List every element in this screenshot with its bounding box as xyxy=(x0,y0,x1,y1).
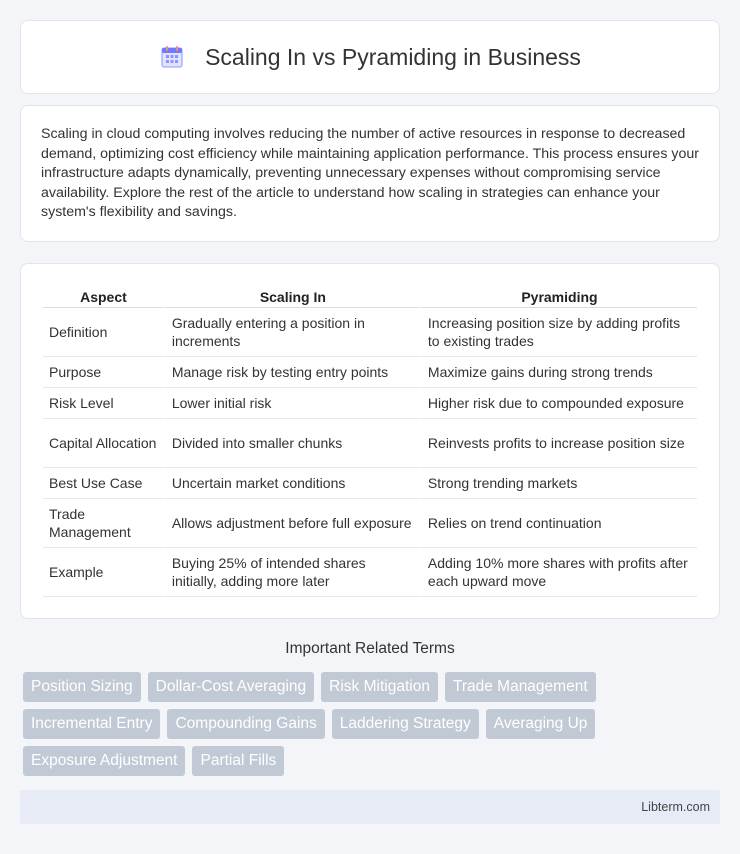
column-header-pyramiding: Pyramiding xyxy=(420,286,697,308)
table-cell-pyramiding: Strong trending markets xyxy=(420,468,697,499)
table-cell-pyramiding: Adding 10% more shares with profits after each upward move xyxy=(420,548,697,597)
tag-row xyxy=(23,746,723,776)
table-cell-aspect: Risk Level xyxy=(43,388,164,419)
table-cell-pyramiding: Reinvests profits to increase position size xyxy=(420,419,697,468)
table-row xyxy=(43,548,697,597)
table-cell-pyramiding: Maximize gains during strong trends xyxy=(420,357,697,388)
comparison-table xyxy=(43,286,697,597)
table-cell-aspect: Best Use Case xyxy=(43,468,164,499)
table-cell-scaling-in: Allows adjustment before full exposure xyxy=(164,499,420,548)
intro-paragraph: Scaling in cloud computing involves reducing the number of active resources in response to decreased demand, optimizing cost efficiency while maintaining application performance. This process ensures your infrastructure adapts dynamically, preventing unnecessary expenses without compromising service availability. Explore the rest of the article to understand how scaling in strategies can enhance your system's flexibility and savings. xyxy=(41,126,699,220)
table-row xyxy=(43,388,697,419)
tag-laddering-strategy[interactable]: Laddering Strategy xyxy=(332,709,479,739)
table-row xyxy=(43,468,697,499)
column-header-aspect: Aspect xyxy=(43,286,164,308)
table-row xyxy=(43,419,697,468)
tag-averaging-up[interactable]: Averaging Up xyxy=(486,709,596,739)
table-cell-scaling-in: Lower initial risk xyxy=(164,388,420,419)
table-row xyxy=(43,357,697,388)
intro-card xyxy=(20,105,720,242)
tag-position-sizing[interactable]: Position Sizing xyxy=(23,672,141,702)
tag-trade-management[interactable]: Trade Management xyxy=(445,672,596,702)
footer-site-link[interactable]: Libterm.com xyxy=(641,800,710,814)
table-cell-scaling-in: Gradually entering a position in increments xyxy=(164,308,420,357)
table-cell-pyramiding: Increasing position size by adding profits to existing trades xyxy=(420,308,697,357)
tag-dollar-cost-averaging[interactable]: Dollar-Cost Averaging xyxy=(148,672,314,702)
tag-row xyxy=(23,672,723,702)
column-header-scaling-in: Scaling In xyxy=(164,286,420,308)
table-cell-pyramiding: Relies on trend continuation xyxy=(420,499,697,548)
tag-incremental-entry[interactable]: Incremental Entry xyxy=(23,709,160,739)
related-terms-title: Important Related Terms xyxy=(285,640,455,657)
footer xyxy=(20,790,720,824)
related-terms-list xyxy=(23,672,723,783)
table-cell-scaling-in: Uncertain market conditions xyxy=(164,468,420,499)
table-cell-aspect: Example xyxy=(43,548,164,597)
table-cell-aspect: Definition xyxy=(43,308,164,357)
comparison-card xyxy=(20,263,720,619)
table-cell-aspect: Capital Allocation xyxy=(43,419,164,468)
calendar-icon xyxy=(159,44,185,70)
tag-partial-fills[interactable]: Partial Fills xyxy=(192,746,284,776)
tag-compounding-gains[interactable]: Compounding Gains xyxy=(167,709,324,739)
table-row xyxy=(43,308,697,357)
table-cell-pyramiding: Higher risk due to compounded exposure xyxy=(420,388,697,419)
table-cell-aspect: Purpose xyxy=(43,357,164,388)
tag-row xyxy=(23,709,723,739)
table-cell-scaling-in: Buying 25% of intended shares initially, adding more later xyxy=(164,548,420,597)
tag-exposure-adjustment[interactable]: Exposure Adjustment xyxy=(23,746,185,776)
tag-risk-mitigation[interactable]: Risk Mitigation xyxy=(321,672,438,702)
table-cell-aspect: Trade Management xyxy=(43,499,164,548)
table-cell-scaling-in: Manage risk by testing entry points xyxy=(164,357,420,388)
table-header-row xyxy=(43,286,697,308)
page-title: Scaling In vs Pyramiding in Business xyxy=(205,43,581,70)
table-row xyxy=(43,499,697,548)
header-card xyxy=(20,20,720,94)
table-cell-scaling-in: Divided into smaller chunks xyxy=(164,419,420,468)
